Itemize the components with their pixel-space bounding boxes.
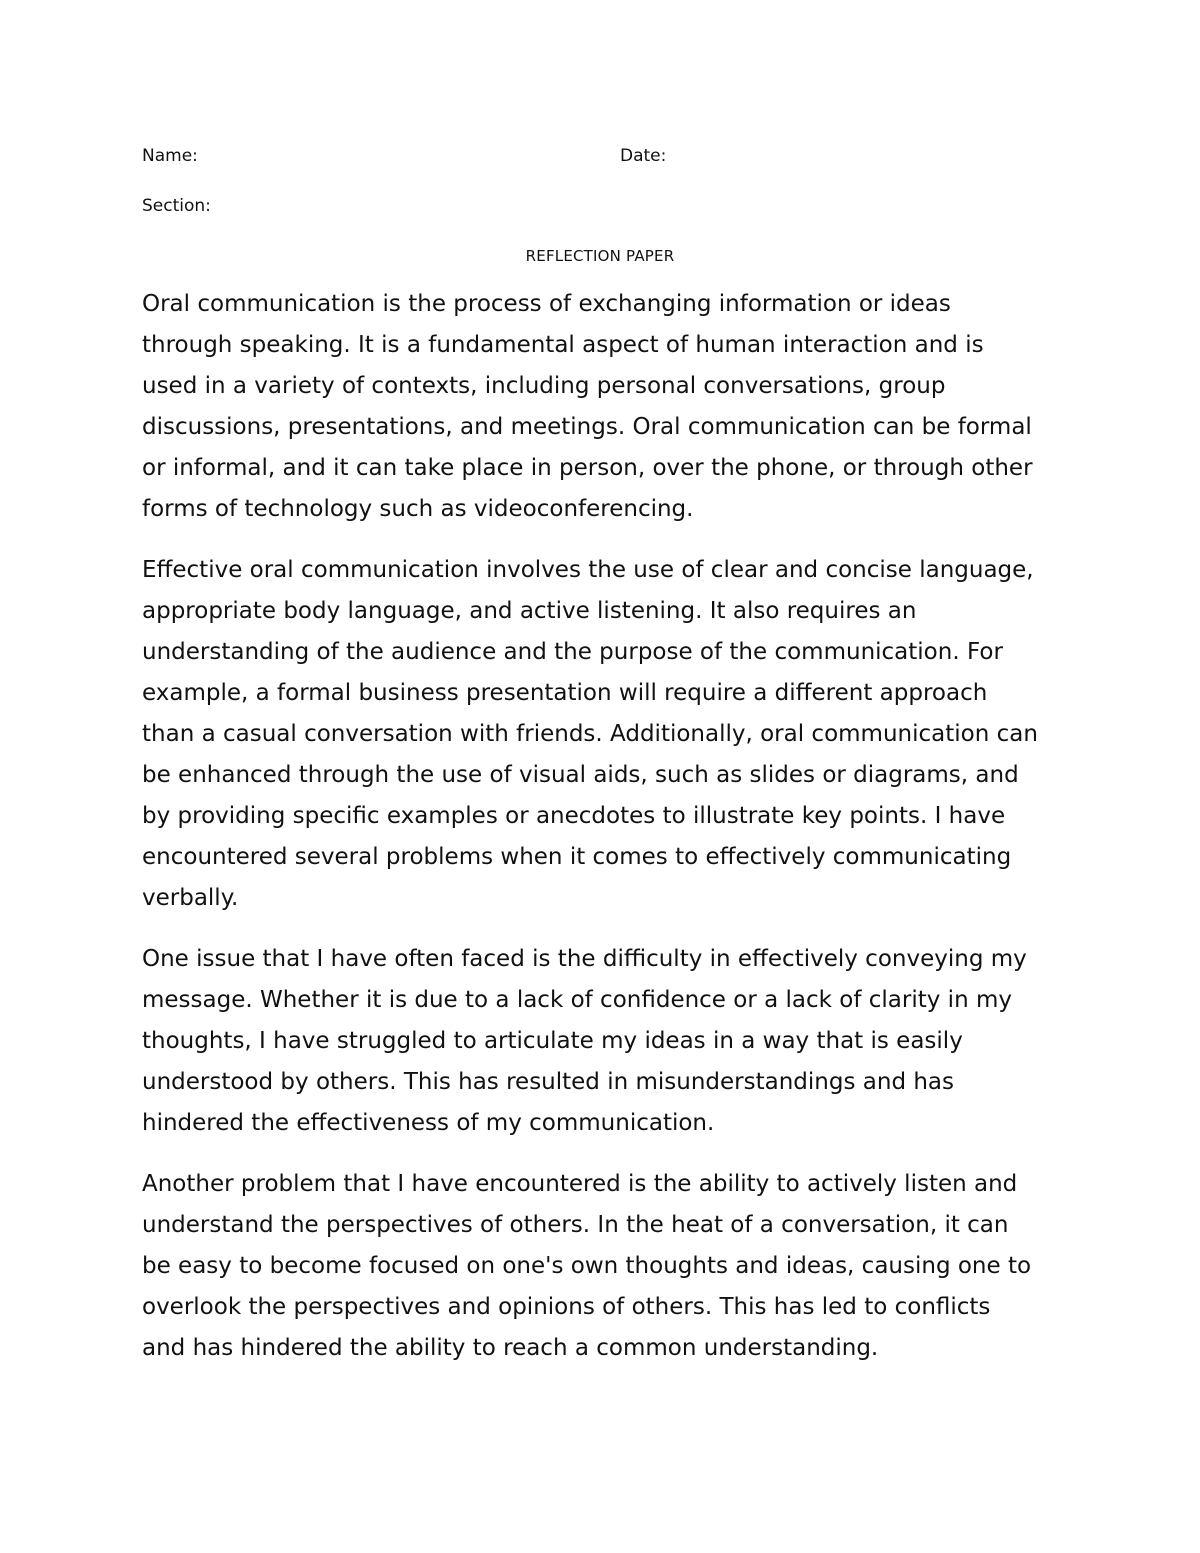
paragraph-line: understand the perspectives of others. In the heat of a conversation, it can (142, 1212, 1009, 1238)
paragraph-line: and has hindered the ability to reach a common understanding. (142, 1335, 879, 1361)
paragraph-line: than a casual conversation with friends. Additionally, oral communication can (142, 721, 1038, 747)
paragraph-line: be easy to become focused on one's own thoughts and ideas, causing one to (142, 1253, 1032, 1279)
paragraph-line: forms of technology such as videoconferencing. (142, 496, 694, 522)
paragraph-line: Effective oral communication involves the use of clear and concise language, (142, 557, 1034, 583)
paragraph-line: thoughts, I have struggled to articulate my ideas in a way that is easily (142, 1028, 963, 1054)
paragraph-line: through speaking. It is a fundamental aspect of human interaction and is (142, 332, 984, 358)
document-body (142, 284, 1072, 1389)
paragraph-line: by providing specific examples or anecdotes to illustrate key points. I have (142, 803, 1006, 829)
paragraph-line: Another problem that I have encountered is the ability to actively listen and (142, 1171, 1018, 1197)
paragraph-line: used in a variety of contexts, including personal conversations, group (142, 373, 946, 399)
paragraph-line: example, a formal business presentation will require a different approach (142, 680, 988, 706)
paragraph-line: appropriate body language, and active listening. It also requires an (142, 598, 917, 624)
paragraph-line: message. Whether it is due to a lack of confidence or a lack of clarity in my (142, 987, 1012, 1013)
paragraph-line: understanding of the audience and the purpose of the communication. For (142, 639, 1003, 665)
document-title: REFLECTION PAPER (525, 247, 675, 265)
paragraph-line: understood by others. This has resulted in misunderstandings and has (142, 1069, 955, 1095)
paragraph-line: overlook the perspectives and opinions of others. This has led to conflicts (142, 1294, 991, 1320)
paragraph-line: hindered the effectiveness of my communication. (142, 1110, 715, 1136)
name-label: Name: (142, 146, 198, 166)
paragraph-line: encountered several problems when it comes to effectively communicating (142, 844, 1012, 870)
paragraph-1 (142, 284, 1072, 530)
date-label: Date: (620, 146, 667, 166)
paragraph-line: verbally. (142, 885, 239, 911)
paragraph-line: be enhanced through the use of visual aids, such as slides or diagrams, and (142, 762, 1019, 788)
paragraph-line: or informal, and it can take place in person, over the phone, or through other (142, 455, 1033, 481)
paragraph-line: discussions, presentations, and meetings. Oral communication can be formal (142, 414, 1032, 440)
paragraph-line: One issue that I have often faced is the difficulty in effectively conveying my (142, 946, 1027, 972)
paragraph-2 (142, 550, 1072, 919)
section-label: Section: (142, 196, 211, 216)
paragraph-3 (142, 939, 1072, 1144)
paragraph-4 (142, 1164, 1072, 1369)
paragraph-line: Oral communication is the process of exchanging information or ideas (142, 291, 951, 317)
